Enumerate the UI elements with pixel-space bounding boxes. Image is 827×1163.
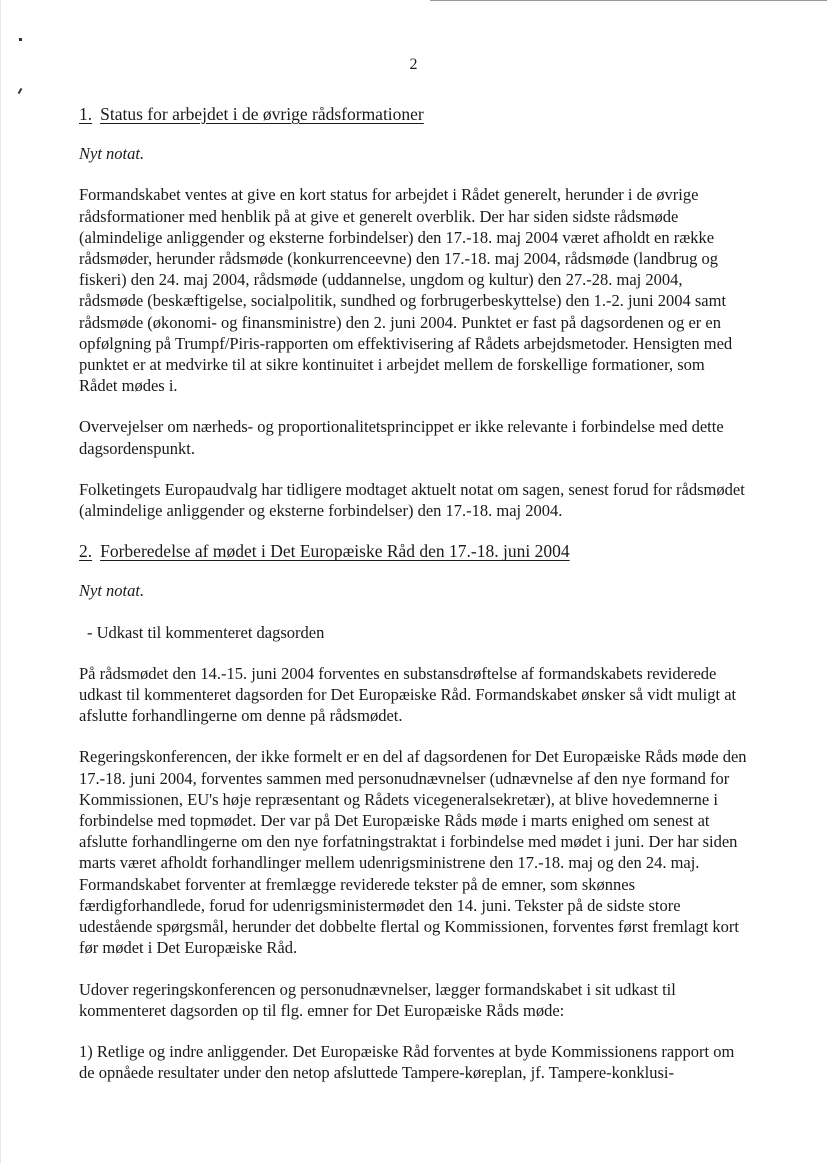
- scan-edge-line: [0, 0, 1, 1163]
- paragraph: 1) Retlige og indre anliggender. Det Europæiske Råd forventes at byde Kommissionens rapport om de opnåede resultater under den netop afsluttede Tampere-køreplan, jf. Tampere-konklusi-: [79, 1041, 735, 1083]
- scan-speck: [18, 88, 23, 94]
- section-number: 1.: [79, 104, 93, 124]
- document-body: [79, 104, 747, 1103]
- section-heading-1: [79, 104, 747, 125]
- section-number: 2.: [79, 541, 93, 562]
- section-title: Forberedelse af mødet i Det Europæiske Råd den 17.-18. juni 2004: [100, 541, 570, 562]
- section-heading-2: [79, 541, 747, 562]
- section-note: Nyt notat.: [79, 144, 145, 164]
- paragraph: På rådsmødet den 14.-15. juni 2004 forventes en substansdrøftelse af formandskabets reviderede udkast til kommenteret dagsorden for Det Europæiske Råd. Formandskabet ønsker så vidt muligt at afslutte forhandlingerne om denne på rådsmødet.: [79, 663, 737, 726]
- page-number: 2: [409, 56, 418, 73]
- section-title: Status for arbejdet i de øvrige rådsformationer: [100, 104, 424, 124]
- paragraph: Overvejelser om nærheds- og proportionalitetsprincippet er ikke relevante i forbindelse med dette dagsordenspunkt.: [79, 417, 724, 458]
- scan-speck: [19, 38, 22, 41]
- paragraph: Udover regeringskonferencen og personudnævnelser, lægger formandskabet i sit udkast til kommenteret dagsorden op til flg. emner for Det Europæiske Råds møde:: [79, 979, 676, 1020]
- paragraph: Folketingets Europaudvalg har tidligere modtaget aktuelt notat om sagen, senest forud for rådsmødet (almindelige anliggender og eksterne forbindelser) den 17.-18. maj 2004.: [79, 479, 745, 521]
- bullet-item: - Udkast til kommenteret dagsorden: [87, 622, 325, 642]
- paragraph: Regeringskonferencen, der ikke formelt er en del af dagsordenen for Det Europæiske Råds møde den 17.-18. juni 2004, forventes sammen med personudnævnelser (udnævnelse af den nye formand for Kommissionen, EU's høje repræsentant og Rådets vicegeneralsekretær), at blive hovedemnerne i forbindelse med topmødet. Der var på Det Europæiske Råds møde i marts enighed om senest at afslutte forhandlingerne om den nye forfatningstraktat i forbindelse med mødet i juni. Der har siden marts været afholdt forhandlinger mellem udenrigsministrene den 17.-18. maj og den 24. maj. Formandskabet forventer at fremlægge reviderede tekster på de emner, som skønnes færdigforhandlede, forud for udenrigsministermødet den 14. juni. Tekster på de sidste store udestående spørgsmål, herunder det dobbelte flertal og Kommissionen, forventes først fremlagt kort før mødet i Det Europæiske Råd.: [79, 747, 747, 958]
- section-note: Nyt notat.: [79, 581, 145, 601]
- scan-edge-line: [430, 0, 827, 1]
- paragraph: Formandskabet ventes at give en kort status for arbejdet i Rådet generelt, herunder i de øvrige rådsformationer med henblik på at give et generelt overblik. Der har siden sidste rådsmøde (almindelige anliggender og eksterne forbindelser) den 17.-18. maj 2004 været afholdt en række rådsmøder, herunder rådsmøde (konkurrenceevne) den 17.-18. maj 2004, rådsmøde (landbrug og fiskeri) den 24. maj 2004, rådsmøde (uddannelse, ungdom og kultur) den 27.-28. maj 2004, rådsmøde (beskæftigelse, socialpolitik, sundhed og forbrugerbeskyttelse) den 1.-2. juni 2004 samt rådsmøde (økonomi- og finansministre) den 2. juni 2004. Punktet er fast på dagsordenen og er en opfølgning på Trumpf/Piris-rapporten om effektivisering af Rådets arbejdsmetoder. Hensigten med punktet er at medvirke til at sikre kontinuitet i arbejdet mellem de forskellige formationer, som Rådet mødes i.: [79, 185, 733, 396]
